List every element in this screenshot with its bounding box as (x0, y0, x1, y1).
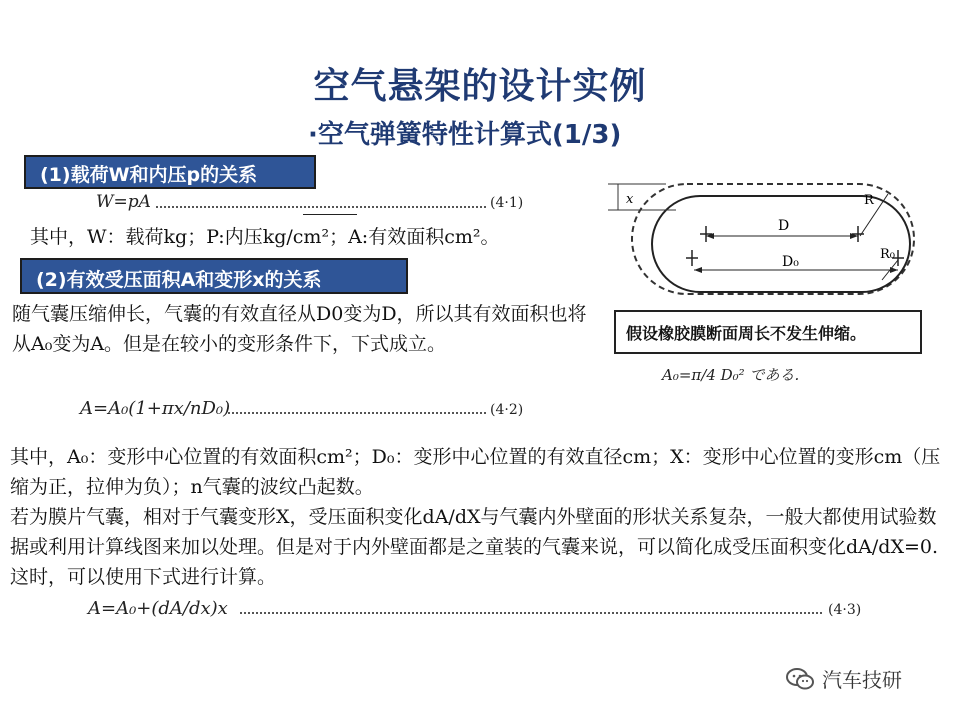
diameter-change-paragraph: 随气囊压缩伸长，气囊的有效直径从D0变为D，所以其有效面积也将从A₀变为A。但是在较小的变形条件下，下式成立。 (12, 303, 587, 355)
watermark-text: 汽车技研 (822, 668, 902, 692)
effective-area-formula: A₀=π/4 D₀² である. (662, 366, 800, 384)
watermark (786, 664, 902, 693)
dimension-d0-label: D₀ (782, 254, 799, 270)
dimension-d-label: D (778, 218, 790, 234)
air-spring-cross-section-diagram (606, 170, 926, 300)
formula-4-2: A=A₀(1+πx/nD₀) (80, 398, 231, 419)
equation-number-4-3: (4·3) (828, 602, 862, 618)
diaphragm-paragraph: 若为膜片气囊，相对于气囊变形X，受压面积变化dA/dX与气囊内外壁面的形状关系复杂，一般大都使用试验数据或利用计算线图来加以处理。但是对于内外壁面都是之童装的气囊来说，可以简化成受压面积变化dA/dX=0.这时，可以使用下式进行计算。 (10, 506, 939, 588)
wechat-icon (786, 667, 814, 691)
assumption-note-box (614, 310, 922, 354)
divider-line (303, 214, 357, 215)
formula-4-1: W=pA (96, 192, 151, 212)
radius-r0-label: R₀ (880, 247, 895, 262)
assumption-note-text: 假设橡胶膜断面周长不发生伸缩。 (626, 323, 867, 343)
formula-4-3: A=A₀+(dA/dx)x (88, 598, 228, 619)
section-heading-load-pressure (24, 155, 316, 189)
equation-number-4-2: (4·2) (490, 402, 524, 418)
dimension-x-label: x (626, 192, 634, 207)
formula-leader-dots (156, 206, 486, 208)
formula-leader-dots (240, 612, 822, 614)
variable-definitions-paragraph: 其中，A₀：变形中心位置的有效面积cm²；D₀：变形中心位置的有效直径cm；X：变形中心位置的变形cm（压缩为正，拉伸为负）；n气囊的波纹凸起数。 (10, 446, 941, 498)
equation-number-4-1: (4·1) (490, 195, 524, 211)
load-pressure-explanation: 其中，W：载荷kg；P:内压kg/cm²；A:有效面积cm²。 (30, 226, 500, 248)
page-title: 空气悬架的设计实例 (313, 66, 647, 107)
inner-contour (652, 196, 910, 292)
section-heading-area-deformation (20, 258, 408, 294)
section-heading-label: (1)载荷W和内压p的关系 (40, 164, 258, 186)
radius-r-label: R (864, 193, 874, 208)
page-subtitle: ·空气弹簧特性计算式(1/3) (308, 120, 622, 150)
section-heading-label: (2)有效受压面积A和变形x的关系 (36, 269, 322, 291)
formula-leader-dots (228, 412, 486, 414)
